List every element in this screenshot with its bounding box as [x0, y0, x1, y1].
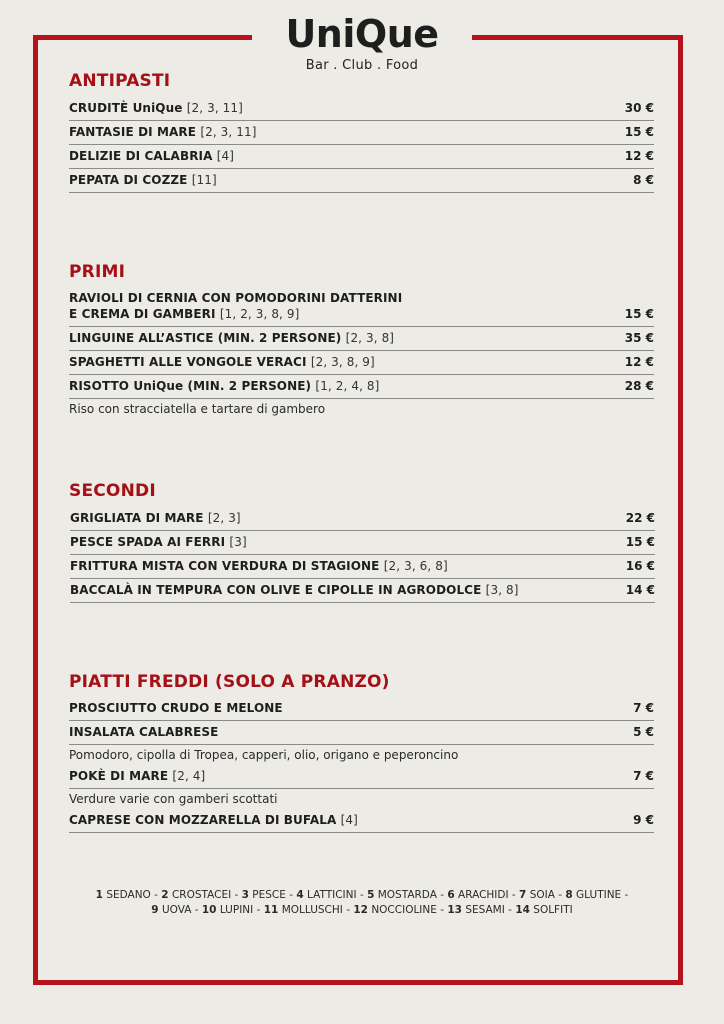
allergen-legend	[60, 888, 664, 918]
legend-number: 4	[296, 889, 304, 901]
menu-item	[69, 121, 654, 145]
legend-label: ARACHIDI	[458, 889, 509, 901]
legend-label: MOLLUSCHI	[281, 904, 343, 916]
item-price: 15 €	[625, 535, 655, 549]
item-price: 12 €	[624, 149, 654, 163]
item-name: GRIGLIATA DI MARE	[70, 511, 204, 525]
legend-number: 11	[263, 904, 279, 916]
item-allergens: [2, 3, 6, 8]	[383, 559, 448, 573]
antipasti-list	[69, 97, 654, 193]
item-allergens: [2, 3, 11]	[200, 125, 257, 139]
legend-number: 13	[447, 904, 462, 916]
section-title-antipasti: ANTIPASTI	[69, 71, 171, 91]
legend-number: 8	[565, 889, 573, 901]
item-price: 7 €	[633, 701, 654, 715]
menu-item	[69, 721, 654, 745]
item-name: PESCE SPADA AI FERRI	[70, 535, 226, 549]
item-price: 8 €	[633, 173, 654, 187]
legend-number: 3	[241, 889, 249, 901]
legend-number: 1	[95, 889, 103, 901]
legend-label: GLUTINE	[576, 889, 622, 901]
legend-number: 14	[515, 904, 530, 916]
item-name: CRUDITÈ UniQue	[69, 101, 183, 115]
legend-label: SOLFITI	[533, 904, 573, 916]
menu-item	[69, 809, 654, 833]
item-allergens: [11]	[191, 173, 217, 187]
legend-label: NOCCIOLINE	[371, 904, 437, 916]
item-price: 7 €	[633, 769, 654, 783]
item-name: RISOTTO UniQue (MIN. 2 PERSONE)	[69, 379, 312, 393]
section-title-piatti-freddi: PIATTI FREDDI (SOLO A PRANZO)	[69, 672, 390, 692]
item-description: Riso con stracciatella e tartare di gambero	[69, 402, 326, 416]
legend-number: 2	[161, 889, 169, 901]
item-price: 28 €	[624, 379, 654, 393]
legend-label: SESAMI	[465, 904, 505, 916]
section-title-secondi: SECONDI	[69, 481, 156, 501]
item-price: 30 €	[624, 101, 654, 115]
item-allergens: [4]	[216, 149, 235, 163]
item-name: CAPRESE CON MOZZARELLA DI BUFALA	[69, 813, 337, 827]
piatti-freddi-list	[69, 697, 654, 833]
menu-item	[69, 287, 654, 327]
legend-label: MOSTARDA	[377, 889, 437, 901]
item-name: SPAGHETTI ALLE VONGOLE VERACI	[69, 355, 307, 369]
menu-item	[69, 351, 654, 375]
item-name: DELIZIE DI CALABRIA	[69, 149, 213, 163]
item-allergens: [2, 3]	[207, 511, 241, 525]
legend-label: CROSTACEI	[171, 889, 232, 901]
legend-number: 10	[201, 904, 217, 916]
item-allergens: [1, 2, 3, 8, 9]	[219, 307, 300, 321]
menu-item	[69, 375, 654, 399]
item-name: PEPATA DI COZZE	[69, 173, 188, 187]
item-name: RAVIOLI DI CERNIA CON POMODORINI DATTERINI	[69, 291, 403, 305]
legend-number: 5	[367, 889, 375, 901]
brand-tagline: Bar . Club . Food	[305, 58, 419, 73]
menu-item	[69, 97, 654, 121]
menu-item	[69, 765, 654, 789]
item-allergens: [3]	[229, 535, 247, 549]
menu-item	[69, 145, 654, 169]
legend-line-2: 9 UOVA - 10 LUPINI - 11 MOLLUSCHI - 12 NOCCIOLINE - 13 SESAMI - 14 SOLFITI	[151, 904, 573, 916]
legend-number: 12	[353, 904, 368, 916]
legend-label: SOIA	[529, 889, 555, 901]
legend-label: PESCE	[252, 889, 286, 901]
item-name: FRITTURA MISTA CON VERDURA DI STAGIONE	[70, 559, 380, 573]
menu-item	[70, 531, 655, 555]
item-description: Verdure varie con gamberi scottati	[69, 792, 278, 806]
brand-logo: UniQue	[285, 12, 439, 56]
legend-label: SEDANO	[106, 889, 151, 901]
legend-number: 6	[447, 889, 455, 901]
item-allergens: [2, 4]	[172, 769, 206, 783]
item-name: PROSCIUTTO CRUDO E MELONE	[69, 701, 283, 715]
item-description: Pomodoro, cipolla di Tropea, capperi, olio, origano e peperoncino	[69, 748, 459, 762]
item-allergens: [4]	[340, 813, 358, 827]
item-price: 9 €	[633, 813, 654, 827]
legend-label: LUPINI	[219, 904, 254, 916]
item-name: BACCALÀ IN TEMPURA CON OLIVE E CIPOLLE IN AGRODOLCE	[70, 583, 482, 597]
item-price: 22 €	[625, 511, 655, 525]
menu-item	[70, 507, 655, 531]
item-allergens: [3, 8]	[485, 583, 519, 597]
item-price: 12 €	[624, 355, 654, 369]
secondi-list	[70, 507, 655, 603]
brand-header	[252, 12, 472, 73]
item-allergens: [2, 3, 8, 9]	[310, 355, 375, 369]
menu-item	[69, 327, 654, 351]
legend-number: 9	[151, 904, 159, 916]
section-title-primi: PRIMI	[69, 262, 126, 282]
menu-item	[69, 697, 654, 721]
legend-number: 7	[519, 889, 527, 901]
item-price: 35 €	[624, 331, 654, 345]
menu-item	[70, 555, 655, 579]
item-price: 5 €	[633, 725, 654, 739]
item-name: INSALATA CALABRESE	[69, 725, 219, 739]
legend-label: LATTICINI	[307, 889, 357, 901]
item-price: 16 €	[625, 559, 655, 573]
item-allergens: [2, 3, 11]	[186, 101, 243, 115]
item-name: POKÈ DI MARE	[69, 769, 169, 783]
menu-item	[70, 579, 655, 603]
item-price: 15 €	[624, 125, 654, 139]
legend-label: UOVA	[161, 904, 192, 916]
item-allergens: [2, 3, 8]	[345, 331, 395, 345]
item-name: FANTASIE DI MARE	[69, 125, 197, 139]
item-name: LINGUINE ALL’ASTICE (MIN. 2 PERSONE)	[69, 331, 342, 345]
item-allergens: [1, 2, 4, 8]	[315, 379, 380, 393]
menu-item	[69, 169, 654, 193]
primi-list	[69, 287, 654, 419]
item-price: 15 €	[624, 307, 654, 321]
item-price: 14 €	[625, 583, 655, 597]
legend-line-1: 1 SEDANO - 2 CROSTACEI - 3 PESCE - 4 LATTICINI - 5 MOSTARDA - 6 ARACHIDI - 7 SOIA - 8 GLUTINE -	[95, 889, 629, 901]
item-name-line2: E CREMA DI GAMBERI	[69, 307, 216, 321]
